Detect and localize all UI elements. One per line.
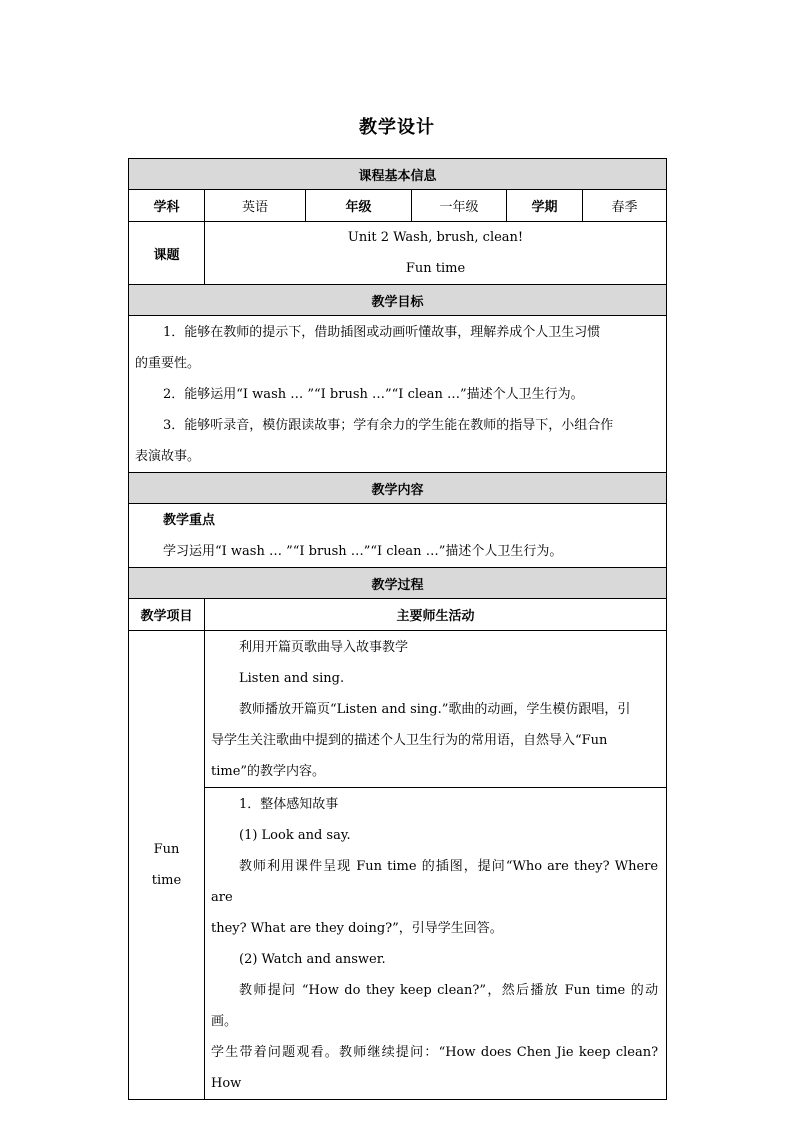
term-label: 学期 (507, 190, 583, 222)
process-item-name-line-1: Fun (153, 842, 180, 857)
block2-line-4: they? What are they doing?”，引导学生回答。 (211, 921, 503, 936)
objective-1b: 的重要性。 (135, 356, 201, 371)
content-header: 教学内容 (129, 473, 667, 504)
objective-2: 2．能够运用“I wash … ”“I brush …”“I clean …”描述个人卫生行为。 (163, 387, 584, 402)
process-item-name (129, 631, 205, 1100)
activity-block-2 (205, 788, 667, 1100)
block1-line-3: 教师播放开篇页“Listen and sing.”歌曲的动画，学生模仿跟唱，引 (239, 702, 631, 717)
objectives-header: 教学目标 (129, 285, 667, 316)
activity-block-1 (205, 631, 667, 788)
block2-line-6: 教师提问 “How do they keep clean?”，然后播放 Fun time 的动画。 (211, 983, 659, 1029)
content-body (129, 504, 667, 568)
lesson-plan-table (128, 158, 667, 1100)
grade-value: 一年级 (412, 190, 507, 222)
objectives-body (129, 316, 667, 473)
focus-label: 教学重点 (163, 513, 216, 528)
block1-line-2: Listen and sing. (239, 671, 345, 686)
objective-3b: 表演故事。 (135, 449, 201, 464)
subject-value: 英语 (205, 190, 306, 222)
block1-line-4: 导学生关注歌曲中提到的描述个人卫生行为的常用语，自然导入“Fun (211, 733, 608, 748)
subject-label: 学科 (129, 190, 205, 222)
column-header-activity: 主要师生活动 (205, 599, 667, 631)
block2-line-3: 教师利用课件呈现 Fun time 的插图，提问“Who are they? Where are (211, 859, 659, 905)
block1-line-5: time”的教学内容。 (211, 764, 326, 779)
topic-value (205, 222, 667, 285)
objective-1a: 1．能够在教师的提示下，借助插图或动画听懂故事，理解养成个人卫生习惯 (163, 325, 601, 340)
page-title: 教学设计 (359, 117, 435, 138)
objective-3a: 3．能够听录音，模仿跟读故事；学有余力的学生能在教师的指导下，小组合作 (163, 418, 614, 433)
topic-line-1: Unit 2 Wash, brush, clean! (347, 230, 524, 245)
column-header-item: 教学项目 (129, 599, 205, 631)
process-item-name-line-2: time (151, 873, 182, 888)
block2-line-5: (2) Watch and answer. (239, 952, 386, 967)
basic-info-header: 课程基本信息 (129, 159, 667, 190)
focus-text: 学习运用“I wash … ”“I brush …”“I clean …”描述个人卫生行为。 (163, 544, 563, 559)
block2-line-2: (1) Look and say. (239, 828, 351, 843)
topic-label: 课题 (129, 222, 205, 285)
block1-line-1: 利用开篇页歌曲导入故事教学 (239, 640, 409, 655)
topic-line-2: Fun time (405, 261, 466, 276)
grade-label: 年级 (306, 190, 412, 222)
block2-line-1: 1．整体感知故事 (239, 797, 339, 812)
term-value: 春季 (583, 190, 667, 222)
process-header: 教学过程 (129, 568, 667, 599)
block2-line-7: 学生带着问题观看。教师继续提问：“How does Chen Jie keep clean? How (211, 1045, 659, 1091)
